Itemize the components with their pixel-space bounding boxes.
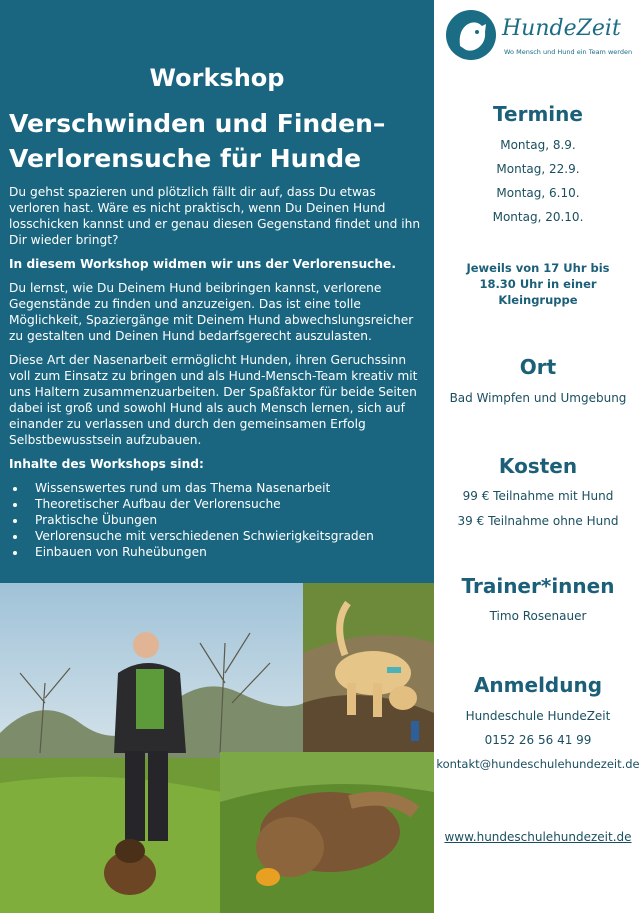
paragraph-two: Du lernst, wie Du Deinem Hund beibringen kannst, verlorene Gegenstände zu finden und anzuzeigen. Das ist eine tolle Möglichkeit, Spaziergänge mit Deinem Hund abwechslungsreicher zu gestalten und Deinen Hund bedarfsgerecht auszulasten. xyxy=(9,281,414,343)
list-item: • Einbauen von Ruheübungen xyxy=(27,544,425,560)
dog-with-toy-photo-image xyxy=(220,752,434,913)
anmeldung-heading: Anmeldung xyxy=(473,673,603,697)
date-item: Montag, 8.9. xyxy=(500,138,576,152)
list-item: • Praktische Übungen xyxy=(27,512,425,528)
intro-paragraph: Du gehst spazieren und plötzlich fällt dir auf, dass Du etwas verloren hast. Wäre es nicht praktisch, wenn Du Deinen Hund losschicken kannst und er genau diesen Gegenstand findet und ihn Dir wieder bringt? xyxy=(9,185,421,247)
dog-head-icon xyxy=(446,10,496,60)
workshop-headline xyxy=(9,106,429,176)
workshop-description xyxy=(9,184,425,560)
contents-heading: Inhalte des Workshops sind: xyxy=(9,457,204,471)
list-item: • Verlorensuche mit verschiedenen Schwierigkeitsgraden xyxy=(27,528,425,544)
school-name: Hundeschule HundeZeit xyxy=(465,709,611,723)
info-column xyxy=(434,0,642,913)
ort-value: Bad Wimpfen und Umgebung xyxy=(449,391,627,405)
list-item: • Theoretischer Aufbau der Verlorensuche xyxy=(27,496,425,512)
headline-line-2: Verlorensuche für Hunde xyxy=(9,144,362,173)
paragraph-three: Diese Art der Nasenarbeit ermöglicht Hunden, ihren Geruchssinn voll zum Einsatz zu bringen und als Hund-Mensch-Team kreativ mit uns Haltern zusammenzuarbeiten. Der Spaßfaktor für beide Seiten dabei ist groß und sowohl Hund als auch Mensch lernen, sich auf einander zu verlassen und durch den gemeinsamen Erfolg Selbstbewusstsein aufzubauen. xyxy=(9,353,418,447)
trainer-name: Timo Rosenauer xyxy=(489,609,587,623)
ort-heading: Ort xyxy=(519,355,557,379)
termine-time xyxy=(448,260,628,308)
termine-heading: Termine xyxy=(493,102,583,126)
workshop-label: Workshop xyxy=(149,64,285,92)
list-item: • Wissenswertes rund um das Thema Nasenarbeit xyxy=(27,480,425,496)
time-line-1: Jeweils von 17 Uhr bis xyxy=(466,261,610,275)
kosten-heading: Kosten xyxy=(498,454,578,478)
time-line-3: Kleingruppe xyxy=(498,293,578,307)
logo-name: HundeZeit xyxy=(502,16,621,41)
lead-paragraph: In diesem Workshop widmen wir uns der Verlorensuche. xyxy=(9,257,396,271)
contents-list xyxy=(9,480,425,560)
hundezeit-logo xyxy=(444,8,640,64)
date-item: Montag, 22.9. xyxy=(496,162,580,176)
headline-line-1: Verschwinden und Finden– xyxy=(9,109,386,138)
time-line-2: 18.30 Uhr in einer xyxy=(479,277,597,291)
date-item: Montag, 6.10. xyxy=(496,186,580,200)
email-link[interactable]: kontakt@hundeschulehundezeit.de xyxy=(436,757,640,771)
workshop-panel xyxy=(0,0,434,583)
trainer-heading: Trainer*innen xyxy=(461,574,615,598)
photo-dog-searching xyxy=(303,583,434,753)
website-link[interactable]: www.hundeschulehundezeit.de xyxy=(444,830,632,844)
searching-dog-photo-image xyxy=(303,583,434,753)
photo-dog-with-toy xyxy=(220,752,434,913)
price-with-dog: 99 € Teilnahme mit Hund xyxy=(462,489,614,503)
logo-tagline: Wo Mensch und Hund ein Team werden xyxy=(504,48,633,56)
phone-number[interactable]: 0152 26 56 41 99 xyxy=(484,733,592,747)
price-without-dog: 39 € Teilnahme ohne Hund xyxy=(457,514,619,528)
date-item: Montag, 20.10. xyxy=(492,210,584,224)
